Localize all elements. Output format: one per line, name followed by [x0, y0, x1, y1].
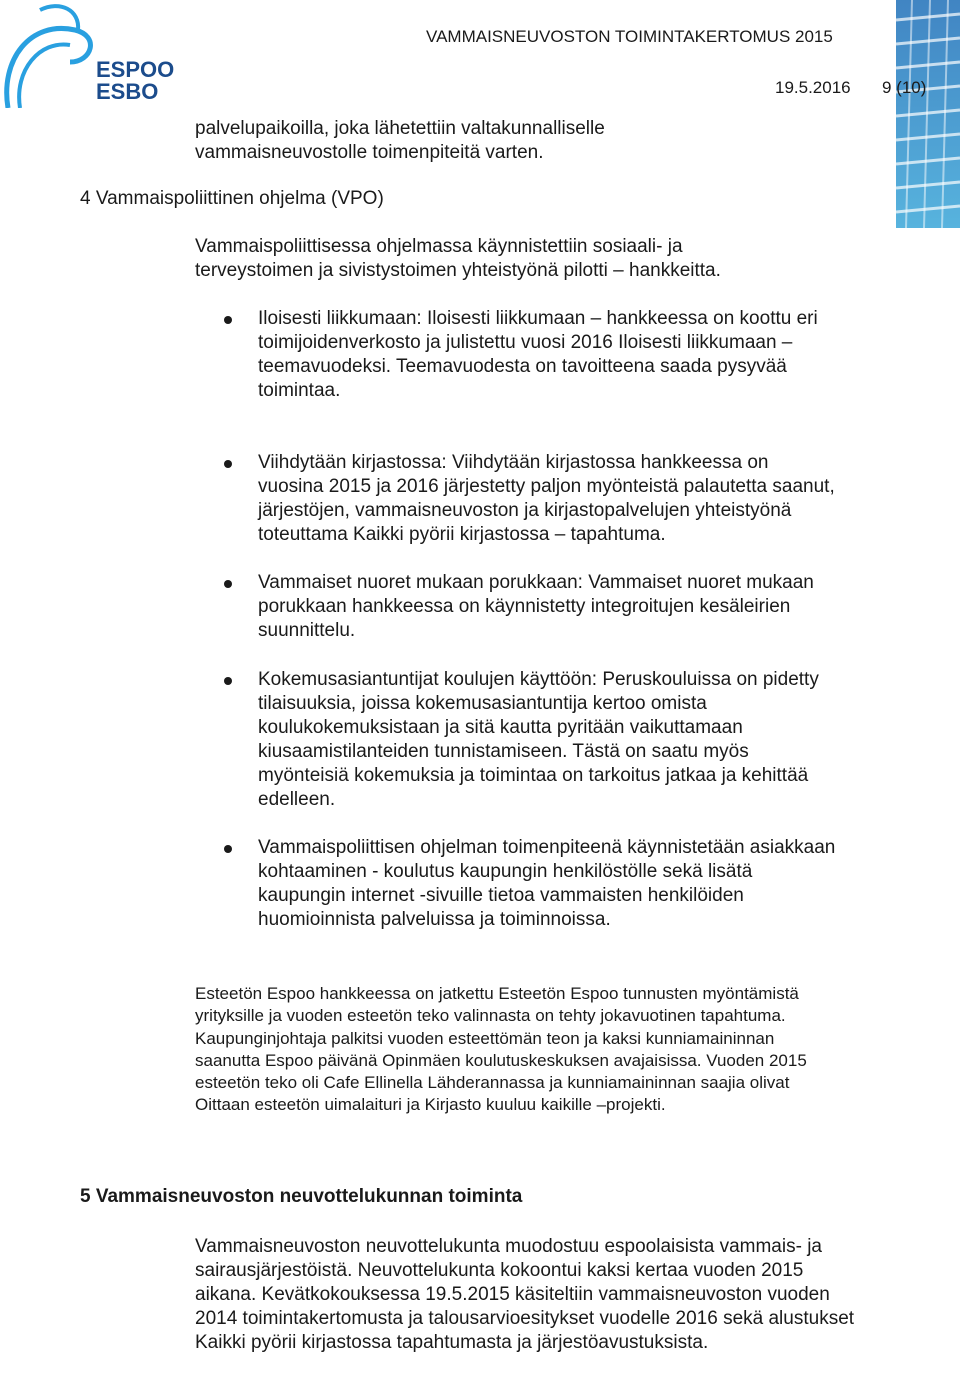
section-4-intro: Vammaispoliittisessa ohjelmassa käynnistettiin sosiaali- ja terveystoimen ja sivistystoimen yhteistyönä pilotti – hankkeitta.	[195, 236, 721, 281]
document-date: 19.5.2016	[775, 78, 851, 97]
page-number: 9 (10)	[882, 78, 927, 97]
bullet-icon	[224, 580, 232, 588]
bullet-icon	[224, 316, 232, 324]
bullet-icon	[224, 460, 232, 468]
logo-text-esbo: ESBO	[96, 79, 159, 104]
document-title: VAMMAISNEUVOSTON TOIMINTAKERTOMUS 2015	[426, 27, 833, 46]
bullet-icon	[224, 677, 232, 685]
section-5-body: Vammaisneuvoston neuvottelukunta muodostuu espoolaisista vammais- ja sairausjärjestöistä. Neuvottelukunta kokoontui kaksi kertaa vuoden 2015 aikana. Kevätkokouksessa 19.5.2015 käsiteltiin vammaisneuvoston vuoden 2014 toimintakertomusta ja talousarvioesitykset vuodelle 2016 sekä alustukset Kaikki pyörii kirjastossa tapahtumasta ja järjestöavustuksista.	[195, 1236, 855, 1353]
bullet-item-nuoret: Vammaiset nuoret mukaan porukkaan: Vammaiset nuoret mukaan porukkaan hankkeessa on käynnistetty integroitujen kesäleirien suunnittelu.	[258, 572, 814, 641]
section-5-heading: 5 Vammaisneuvoston neuvottelukunnan toiminta	[80, 1186, 523, 1207]
bullet-icon	[224, 845, 232, 853]
espoo-logo	[0, 0, 180, 108]
bullet-item-iloisesti: Iloisesti liikkumaan: Iloisesti liikkumaan – hankkeessa on koottu eri toimijoidenverkosto ja julistettu vuosi 2016 Iloisesti liikkumaan – teemavuodeksi. Teemavuodesta on tavoitteena saada pysyvää toimintaa.	[258, 308, 818, 401]
bullet-item-kokemusasiantuntijat: Kokemusasiantuntijat koulujen käyttöön: Peruskouluissa on pidetty tilaisuuksia, joissa kokemusasiantuntija kertoo omista koulukokemuksistaan ja sitä kautta pyritään vaikuttamaan kiusaamistilanteiden tunnistamiseen. Tästä on saatu myös myönteisiä kokemuksia ja toimintaa on tarkoitus jatkaa ja kehittää edelleen.	[258, 669, 819, 810]
bullet-item-vpo-toimenpide: Vammaispoliittisen ohjelman toimenpiteenä käynnistetään asiakkaan kohtaaminen - koulutus kaupungin henkilöstölle sekä lisätä kaupungin internet -sivuille tietoa vammaisten henkilöiden huomioinnista palveluissa ja toiminnoissa.	[258, 837, 836, 930]
esteeton-espoo-paragraph: Esteetön Espoo hankkeessa on jatkettu Esteetön Espoo tunnusten myöntämistä yrityksille ja vuoden esteetön teko valinnasta on tehty jokavuotinen tapahtuma. Kaupunginjohtaja palkitsi vuoden esteettömän teon ja kaksi kunniamaininnan saanutta Espoo päivänä Opinmäen koulutuskeskuksen avajaisissa. Vuoden 2015 esteetön teko oli Cafe Ellinella Lähderannassa ja kunniamaininnan saajia olivat Oittaan esteetön uimalaituri ja Kirjasto kuuluu kaikille –projekti.	[195, 984, 807, 1115]
bullet-item-viihdytaan: Viihdytään kirjastossa: Viihdytään kirjastossa hankkeessa on vuosina 2015 ja 2016 järjestetty paljon myönteistä palautetta saanut, järjestöjen, vammaisneuvoston ja kirjastopalvelujen yhteistyönä toteuttama Kaikki pyörii kirjastossa – tapahtuma.	[258, 452, 835, 545]
section-4-heading: 4 Vammaispoliittinen ohjelma (VPO)	[80, 188, 384, 209]
decorative-stripes	[896, 0, 960, 228]
logo-text-espoo: ESPOO	[96, 57, 175, 82]
intro-paragraph: palvelupaikoilla, joka lähetettiin valtakunnalliselle vammaisneuvostolle toimenpiteitä varten.	[195, 118, 605, 163]
